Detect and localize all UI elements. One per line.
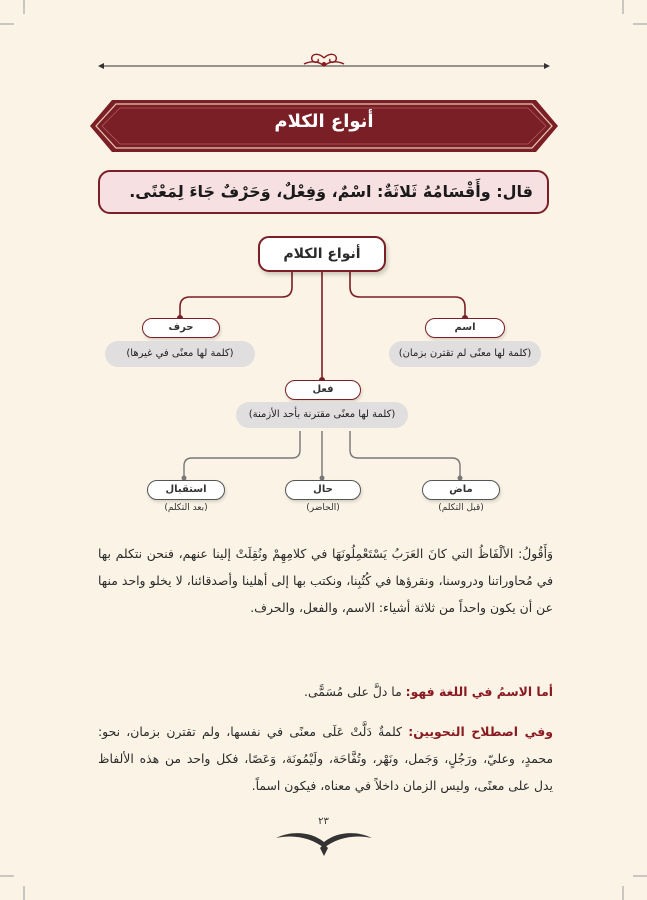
page-number: ٢٣ (318, 816, 329, 827)
paragraph-ism-istilah-rest: كلمةٌ دَلَّتْ عَلَى معنًى في نفسها، ولم تقترن بزمان، نحو: محمدٍ، وعليّ، ورَجُلٍ، وَجَمل، ونَهْر، وتُفَّاحَة، ولَيْمُونَة، وَعَصًا، فكل واحد من هذه الألفاظ يدل على معنًى، وليس الزمان داخلاً في معناه، فيكون اسماً. (98, 724, 553, 793)
desc-ism: (كلمة لها معنًى لم تقترن بزمان) (389, 341, 541, 367)
paragraph-ism-lughah-rest: ما دلَّ على مُسَمًّى. (304, 684, 406, 699)
desc-madi: (قبل التكلم) (438, 503, 484, 513)
paragraph-ism-lughah-lead: أما الاسمُ في اللغة فهو: (405, 684, 553, 699)
desc-istiqbal: (بعد التكلم) (164, 503, 208, 513)
node-madi: ماض (422, 480, 500, 500)
desc-hal: (الحاضر) (306, 503, 340, 513)
node-hal: حال (285, 480, 361, 500)
desc-fil: (كلمة لها معنًى مقترنة بأحد الأزمنة) (236, 402, 408, 428)
node-fil: فعل (285, 380, 361, 400)
statement-text: قال: وأَقْسَامُهُ ثَلاثَةٌ: اسْمٌ، وَفِعْلٌ، وَحَرْفٌ جَاءَ لِمَعْنًى. (129, 182, 533, 201)
paragraph-ism-lughah (98, 678, 553, 705)
node-harf: حرف (142, 318, 220, 338)
node-ism: اسم (425, 318, 505, 338)
desc-harf: (كلمة لها معنًى في غيرها) (105, 341, 255, 367)
paragraph-ism-istilah-lead: وفي اصطلاح النحويين: (408, 724, 553, 739)
diagram-root-node: أنواع الكلام (258, 236, 386, 272)
paragraph-intro: وَأَقُولُ: الألْفَاظُ التي كانَ العَرَبُ يَسْتَعْمِلُونَهَا في كلامِهِمْ ونُقِلَتْ إلينا عنهم، فنحن نتكلم بها في مُحاوراتنا ودروسنا، ونقرؤها في كُتُبِنا، ونكتب بها إلى أهلينا وأصدقائنا، لا يخلو واحد منها عن أن يكون واحداً من ثلاثة أشياء: الاسم، والفعل، والحرف. (98, 546, 553, 615)
section-title: أنواع الكلام (274, 111, 374, 132)
paragraph-ism-istilah (98, 718, 553, 799)
node-istiqbal: استقبال (147, 480, 225, 500)
